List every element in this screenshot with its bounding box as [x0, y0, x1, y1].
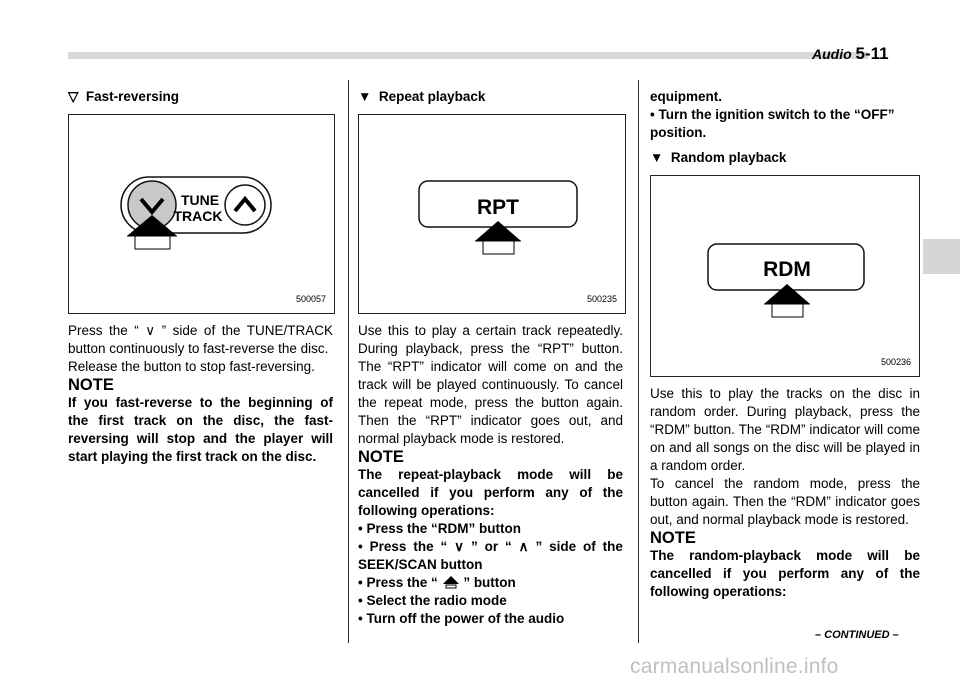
- rdm-illustration: [651, 176, 919, 376]
- track-label: TRACK: [173, 208, 223, 224]
- heading-marker: ▽: [68, 89, 79, 104]
- continued-footer: – CONTINUED –: [815, 629, 899, 641]
- page-number: 5-11: [855, 44, 889, 63]
- heading-text: Fast-reversing: [85, 89, 179, 104]
- heading-text: Repeat playback: [378, 89, 486, 104]
- column-random-playback: [650, 88, 920, 601]
- watermark: carmanualsonline.info: [630, 655, 839, 678]
- heading-text: Random playback: [670, 150, 787, 165]
- note-text: If you fast-reverse to the beginning of the first track on the disc, the fast-reversing will stop and the player will start playing the first track on the disc.: [68, 395, 333, 464]
- note-text: The random-playback mode will be cancelled if you perform any of the following operations:: [650, 548, 920, 599]
- continued-text: equipment.: [650, 89, 723, 104]
- bullet-item: • Press the “ ” button: [358, 574, 623, 592]
- down-symbol: ∨: [454, 539, 465, 554]
- column-divider: [638, 80, 639, 643]
- header-bar: [68, 52, 868, 59]
- note-title: NOTE: [358, 448, 404, 466]
- column-fast-reversing: [68, 88, 333, 466]
- body-text: Use this to play a certain track repeatedly. During playback, press the “RPT” button. The “RPT” indicator will come on and the track will be played continuously. To cancel the repeat mode, press the button again. Then the “RPT” indicator goes out, and normal playback mode is restored.: [358, 323, 623, 446]
- body-text: To cancel the random mode, press the button again. Then the “RDM” indicator goes out, and normal playback mode is restored.: [650, 476, 920, 527]
- up-symbol: ∧: [518, 539, 529, 554]
- section-heading: [358, 88, 623, 106]
- eject-icon: [442, 575, 460, 589]
- note-title: NOTE: [650, 529, 696, 547]
- body-text: Press the “ ∨ ” side of the TUNE/TRACK button continuously to fast-reverse the disc.: [68, 323, 333, 356]
- body-text: Release the button to stop fast-reversing.: [68, 359, 315, 374]
- down-symbol: ∨: [145, 323, 156, 338]
- figure-code: 500235: [586, 294, 617, 304]
- figure-tune-track: [68, 114, 335, 314]
- rpt-label: RPT: [477, 196, 519, 219]
- bullet-item: • Turn the ignition switch to the “OFF” position.: [650, 106, 920, 142]
- tune-track-illustration: [69, 115, 334, 313]
- body-text: Use this to play the tracks on the disc in random order. During playback, press the “RDM” button. The “RDM” indicator will come on and all songs on the disc will be played in a random order.: [650, 386, 920, 473]
- section-heading: [68, 88, 333, 106]
- column-divider: [348, 80, 349, 643]
- section-heading: [650, 149, 920, 167]
- tune-label: TUNE: [180, 192, 220, 208]
- rpt-illustration: [359, 115, 625, 313]
- section-title: Audio: [812, 46, 852, 62]
- figure-rpt: [358, 114, 626, 314]
- heading-marker: ▼: [650, 150, 664, 165]
- rdm-label: RDM: [763, 258, 811, 281]
- figure-code: 500236: [880, 357, 911, 367]
- figure-code: 500057: [295, 294, 326, 304]
- bullet-item: • Press the “RDM” button: [358, 520, 623, 538]
- bullet-item: • Turn off the power of the audio: [358, 610, 623, 628]
- column-repeat-playback: [358, 88, 623, 628]
- bullet-item: • Press the “ ∨ ” or “ ∧ ” side of the SEEK/SCAN button: [358, 538, 623, 574]
- note-text: The repeat-playback mode will be cancelled if you perform any of the following operations:: [358, 467, 623, 518]
- bullet-item: • Select the radio mode: [358, 592, 623, 610]
- chapter-tab: [923, 239, 960, 274]
- note-title: NOTE: [68, 376, 114, 394]
- figure-rdm: [650, 175, 920, 377]
- heading-marker: ▼: [358, 89, 372, 104]
- page-header: [812, 44, 889, 64]
